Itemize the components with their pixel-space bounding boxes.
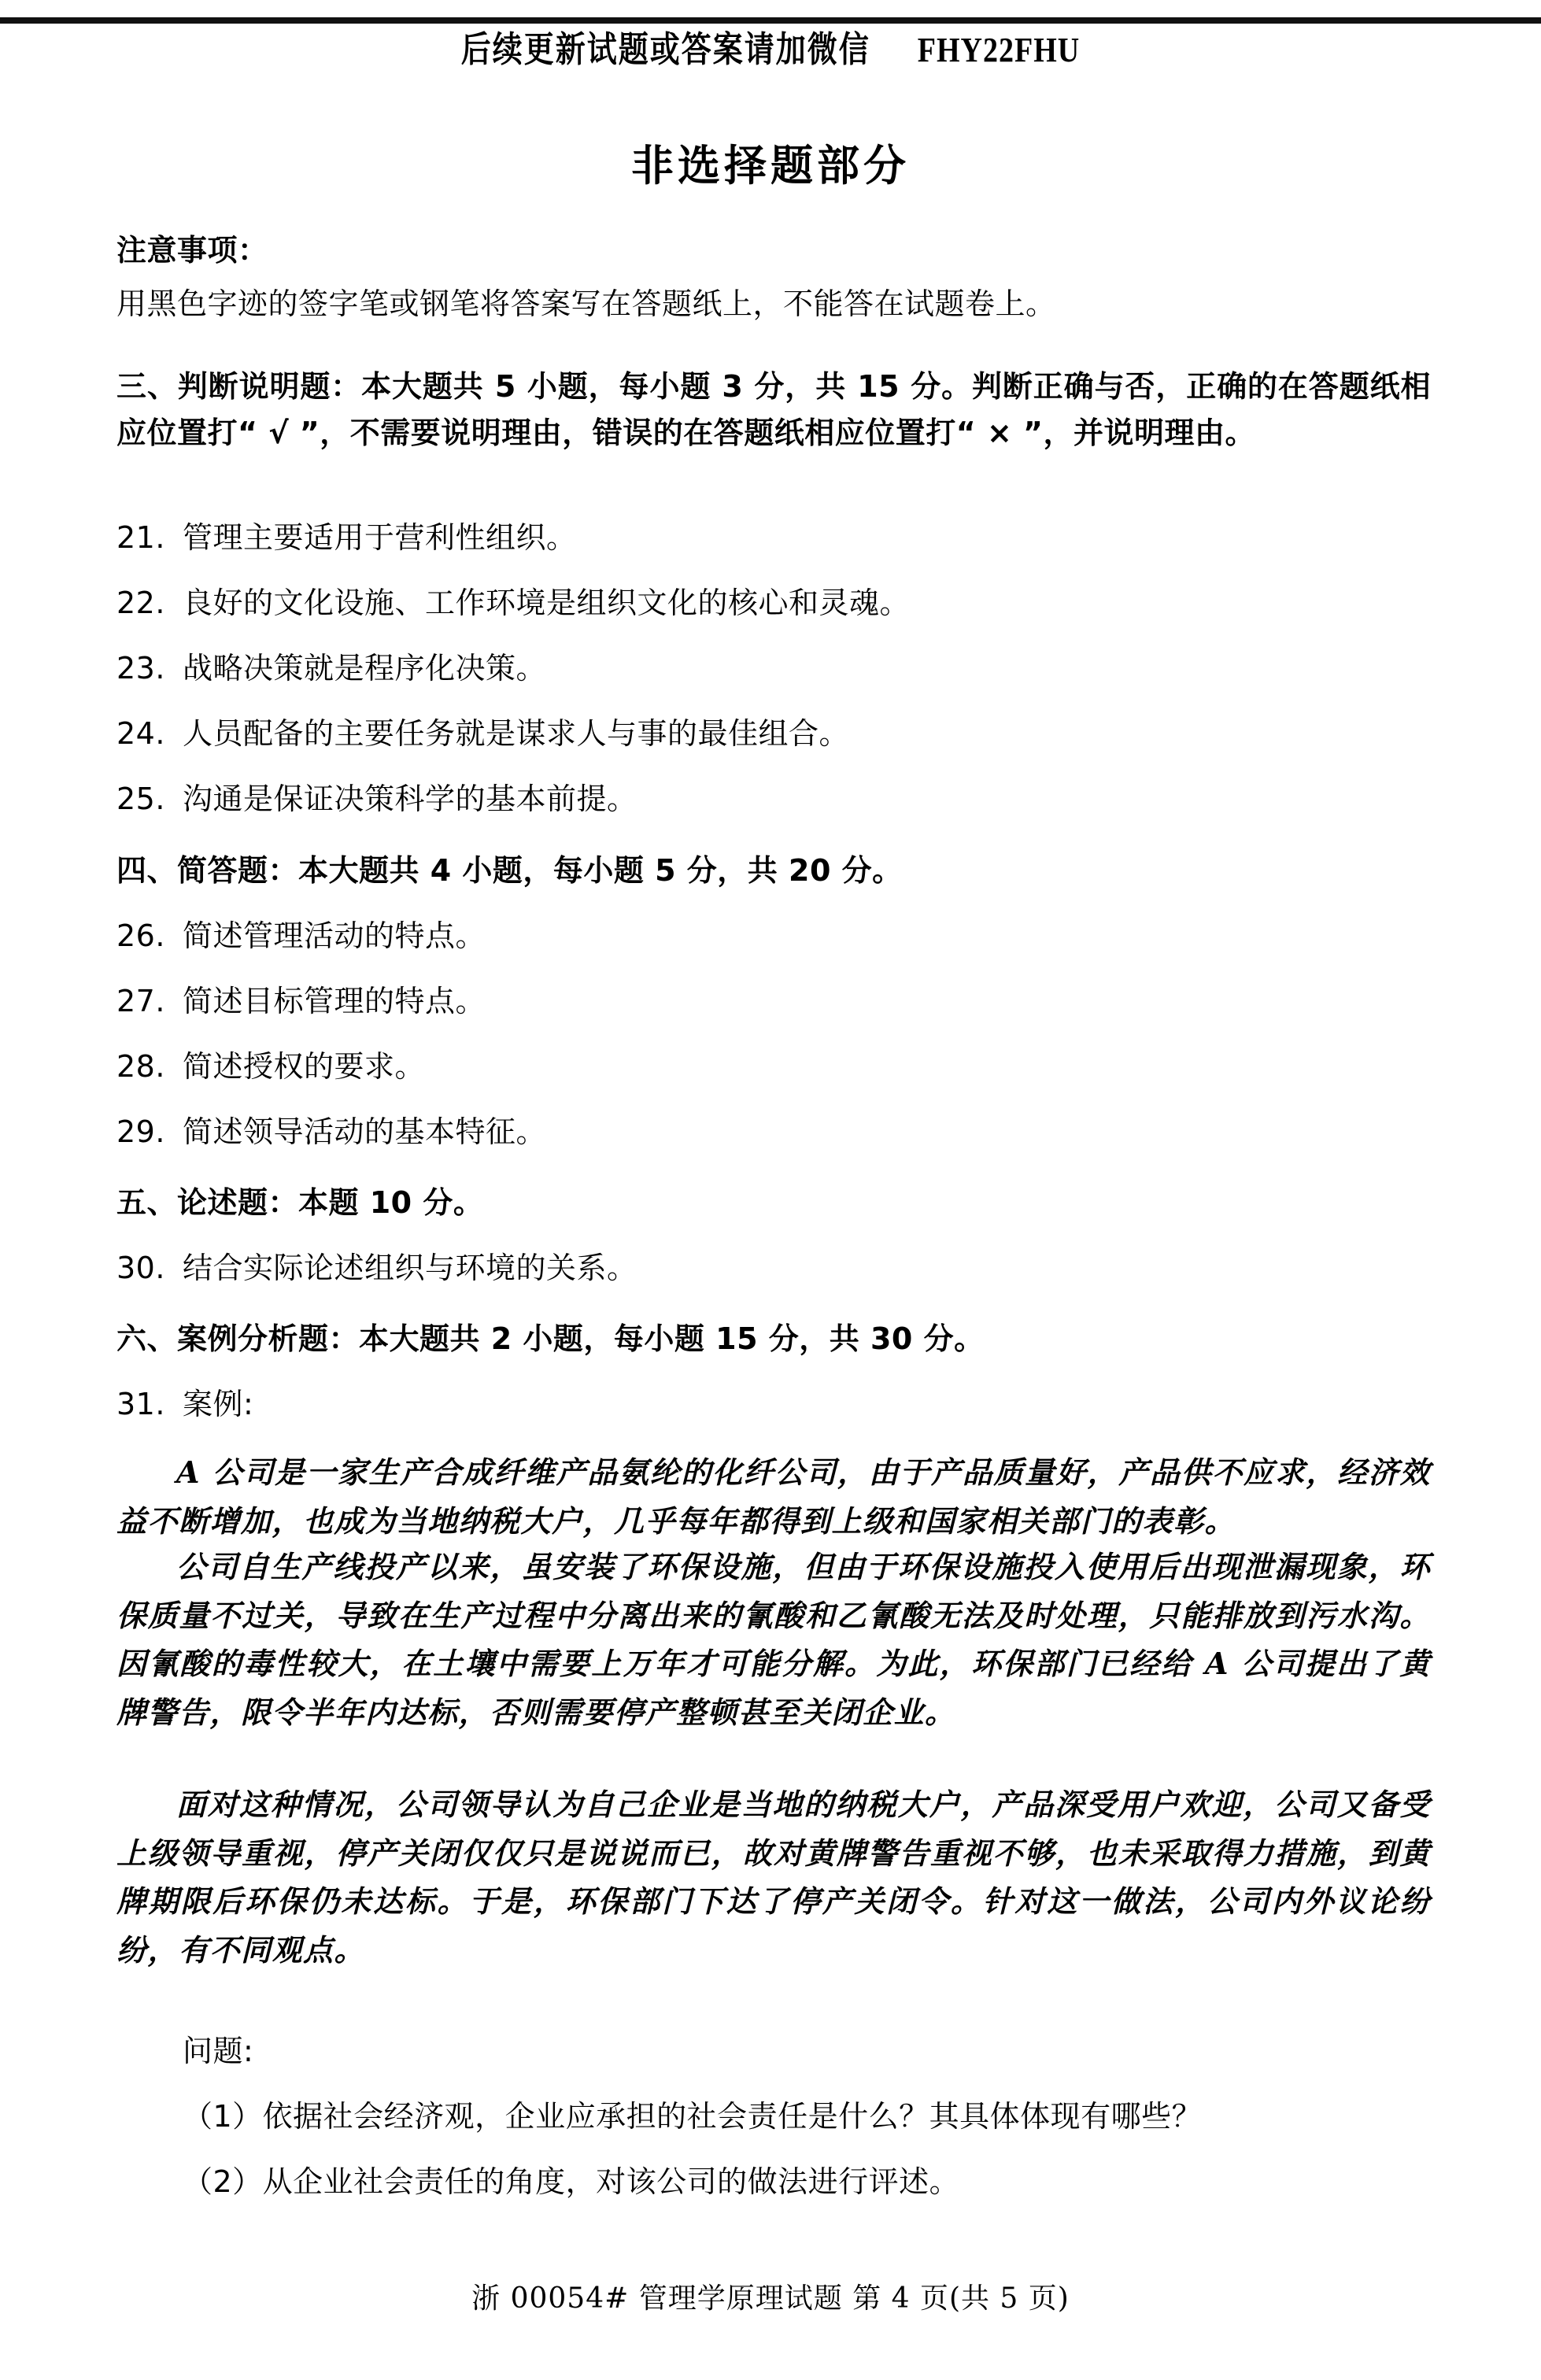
case-question-1: （1）依据社会经济观，企业应承担的社会责任是什么？其具体体现有哪些？ [183, 2099, 1203, 2134]
case-paragraph-2: 公司自生产线投产以来，虽安装了环保设施，但由于环保设施投入使用后出现泄漏现象，环保质量不过关，导致在生产过程中分离出来的氰酸和乙氰酸无法及时处理，只能排放到污水沟。因氰酸的毒性较大，在土壤中需要上万年才可能分解。为此，环保部门已经给 A 公司提出了黄牌警告，限令半年内达标，否则需要停产整顿甚至关闭企业。 [116, 1549, 1431, 1730]
question-number-24: 24. [116, 716, 165, 751]
page-title: 非选择题部分 [631, 141, 910, 190]
question-text-29: 简述领导活动的基本特征。 [183, 1114, 547, 1149]
watermark-text: 后续更新试题或答案请加微信 [460, 28, 870, 70]
section-six-heading: 六、案例分析题：本大题共 2 小题，每小题 15 分，共 30 分。 [116, 1321, 985, 1356]
question-number-21: 21. [116, 520, 165, 555]
question-text-28: 简述授权的要求。 [183, 1049, 426, 1084]
section-five-heading: 五、论述题：本题 10 分。 [116, 1185, 484, 1220]
wechat-id: FHY22FHU [917, 30, 1081, 70]
question-number-23: 23. [116, 651, 165, 686]
section-four-heading: 四、简答题：本大题共 4 小题，每小题 5 分，共 20 分。 [116, 853, 903, 888]
question-text-24: 人员配备的主要任务就是谋求人与事的最佳组合。 [183, 716, 850, 751]
question-text-22: 良好的文化设施、工作环境是组织文化的核心和灵魂。 [183, 586, 911, 620]
question-number-27: 27. [116, 984, 165, 1018]
question-text-26: 简述管理活动的特点。 [183, 918, 486, 953]
notice-label: 注意事项： [116, 233, 268, 268]
question-number-28: 28. [116, 1049, 165, 1084]
case-question-2: （2）从企业社会责任的角度，对该公司的做法进行评述。 [183, 2164, 960, 2199]
case-questions-label: 问题: [183, 2034, 254, 2068]
question-number-22: 22. [116, 586, 165, 620]
page-footer: 浙 00054# 管理学原理试题 第 4 页(共 5 页) [471, 2282, 1070, 2315]
notice-text: 用黑色字迹的签字笔或钢笔将答案写在答题纸上，不能答在试题卷上。 [116, 286, 1056, 321]
question-number-25: 25. [116, 782, 165, 816]
question-number-30: 30. [116, 1251, 165, 1285]
question-number-26: 26. [116, 918, 165, 953]
watermark-header [0, 20, 1541, 72]
question-number-31: 31. [116, 1387, 165, 1421]
case-label: 案例: [183, 1387, 254, 1421]
case-paragraph-1: A 公司是一家生产合成纤维产品氨纶的化纤公司，由于产品质量好，产品供不应求，经济效益不断增加，也成为当地纳税大户，几乎每年都得到上级和国家相关部门的表彰。 [116, 1454, 1431, 1539]
question-text-27: 简述目标管理的特点。 [183, 984, 486, 1018]
question-text-21: 管理主要适用于营利性组织。 [183, 520, 577, 555]
question-text-30: 结合实际论述组织与环境的关系。 [183, 1251, 637, 1285]
question-text-23: 战略决策就是程序化决策。 [183, 651, 547, 686]
question-number-29: 29. [116, 1114, 165, 1149]
question-text-25: 沟通是保证决策科学的基本前提。 [183, 782, 637, 816]
case-paragraph-3: 面对这种情况，公司领导认为自己企业是当地的纳税大户，产品深受用户欢迎，公司又备受上级领导重视，停产关闭仅仅只是说说而已，故对黄牌警告重视不够，也未采取得力措施，到黄牌期限后环保仍未达标。于是，环保部门下达了停产关闭令。针对这一做法，公司内外议论纷纷，有不同观点。 [116, 1787, 1431, 1968]
section-three-heading: 三、判断说明题：本大题共 5 小题，每小题 3 分，共 15 分。判断正确与否，正确的在答题纸相应位置打“ √ ”，不需要说明理由，错误的在答题纸相应位置打“ × ”，并说明理由。 [116, 369, 1431, 450]
